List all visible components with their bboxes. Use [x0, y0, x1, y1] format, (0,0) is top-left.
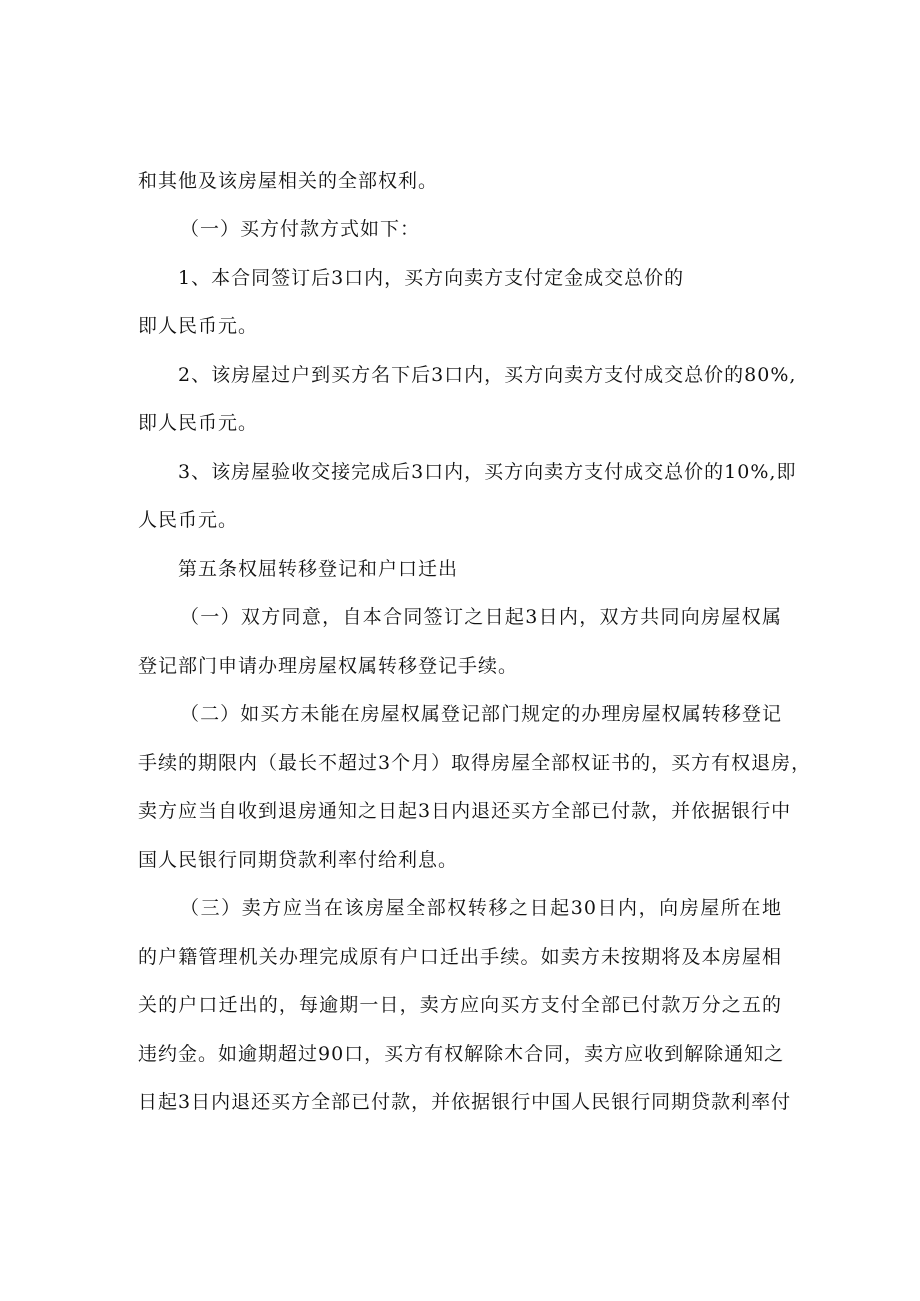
text-line: 国人民银行同期贷款利率付给利息。	[138, 849, 459, 871]
text-line: 人民币元。	[138, 509, 239, 531]
text-line: 2、该房屋过户到买方名下后3口内，买方向卖方支付成交总价的80%,	[178, 364, 797, 386]
text-line: （一）双方同意，自本合同签订之日起3日内，双方共同向房屋权属	[180, 606, 782, 628]
text-line: 卖方应当自收到退房通知之日起3日内退还买方全部已付款，并依据银行中	[138, 800, 792, 822]
text-line: 和其他及该房屋相关的全部权利。	[138, 170, 439, 192]
text-line: 日起3日内退还买方全部已付款，并依据银行中国人民银行同期贷款利率付	[138, 1091, 792, 1113]
text-line: 违约金。如逾期超过90口，买方有权解除木合同，卖方应收到解除通知之	[138, 1043, 785, 1065]
text-line: 1、本合同签订后3口内，买方向卖方支付定金成交总价的	[178, 267, 685, 289]
text-line: 关的户口迁出的，每逾期一日，卖方应向买方支付全部已付款万分之五的	[138, 994, 782, 1016]
text-line: 即人民币元。	[138, 412, 259, 434]
text-line: （一）买方付款方式如下：	[180, 218, 421, 240]
text-line: 登记部门申请办理房屋权属转移登记手续。	[138, 655, 519, 677]
text-line: 手续的期限内（最长不超过3个月）取得房屋全部权证书的，买方有权退房，	[138, 752, 812, 774]
text-line: （三）卖方应当在该房屋全部权转移之日起30日内，向房屋所在地	[180, 897, 782, 919]
section-heading: 第五条权屈转移登记和户口迁出	[178, 558, 459, 580]
text-line: 3、该房屋验收交接完成后3口内，买方向卖方支付成交总价的10%,即	[178, 461, 797, 483]
text-line: 即人民币元。	[138, 315, 259, 337]
text-line: （二）如买方未能在房屋权属登记部门规定的办理房屋权属转移登记	[180, 703, 782, 725]
text-line: 的户籍管理机关办理完成原有户口迁出手续。如卖方未按期将及本房屋相	[138, 946, 782, 968]
